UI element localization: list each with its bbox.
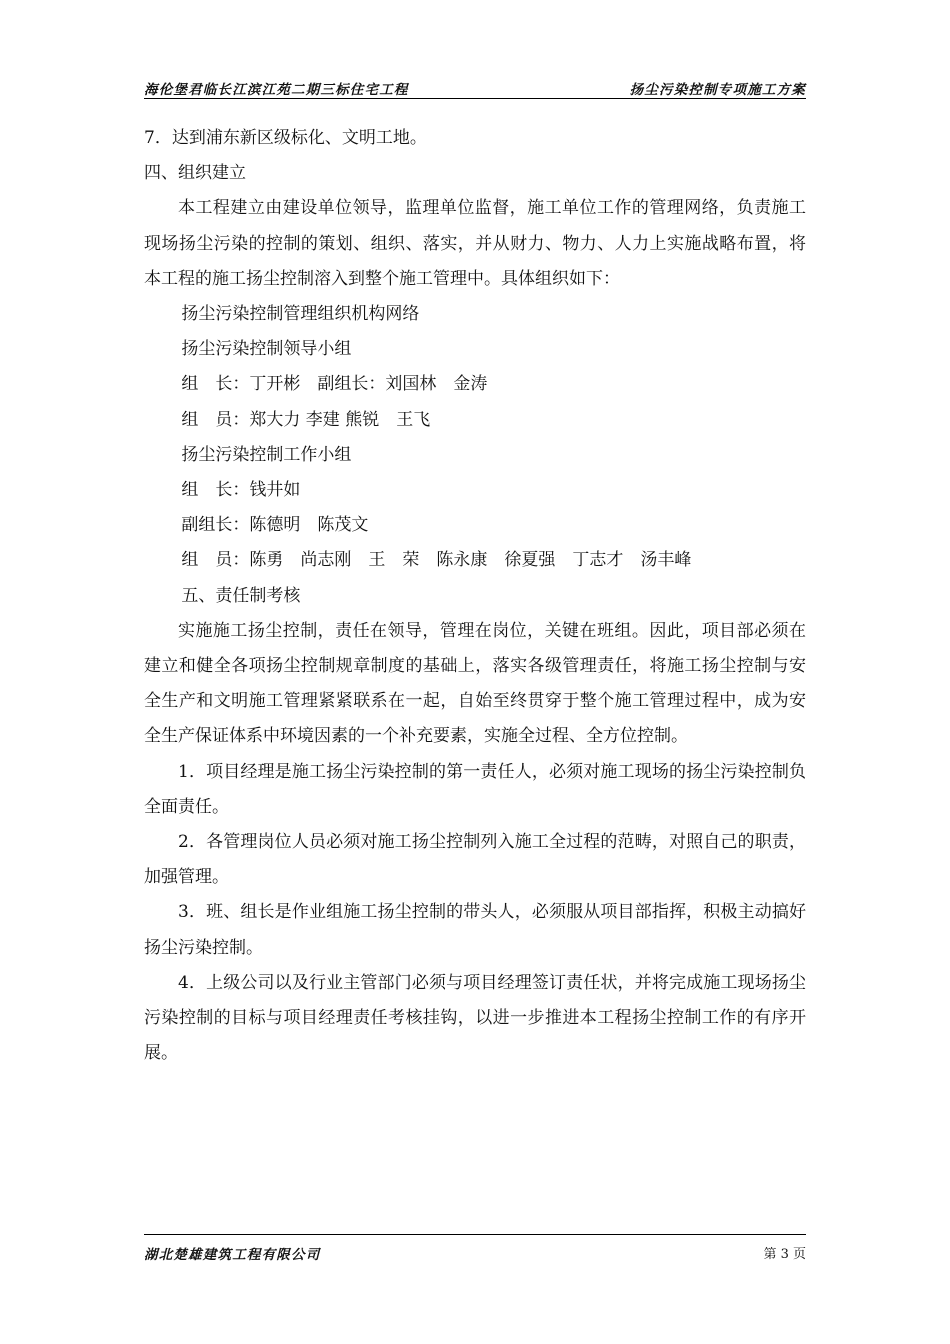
leading-group-leaders <box>144 367 806 402</box>
page-header <box>144 78 806 99</box>
responsibility-item-1: 1．项目经理是施工扬尘污染控制的第一责任人，必须对施工现场的扬尘污染控制负全面责任。 <box>144 761 806 817</box>
wg-deputy-names: 陈德明 陈茂文 <box>249 515 369 536</box>
members-names: 郑大力 李建 熊锐 王飞 <box>249 409 431 430</box>
wg-deputy-label: 副组长： <box>181 515 250 536</box>
members-label: 组 员： <box>181 409 250 430</box>
work-group-title: 扬尘污染控制工作小组 <box>181 444 352 465</box>
section-4-title: 四、组织建立 <box>144 163 246 184</box>
goal-item-7: 7．达到浦东新区级标化、文明工地。 <box>144 128 427 148</box>
section-4-paragraph: 本工程建立由建设单位领导，监理单位监督，施工单位工作的管理网络，负责施工现场扬尘污染的控制的策划、组织、落实，并从财力、物力、人力上实施战略布置，将本工程的施工扬尘控制溶入到整个施工管理中。具体组织如下： <box>144 198 806 289</box>
wg-leader-label: 组 长： <box>181 480 250 501</box>
page-footer <box>144 1234 806 1265</box>
responsibility-item-3: 3．班、组长是作业组施工扬尘控制的带头人，必须服从项目部指挥，积极主动搞好扬尘污染控制。 <box>144 902 806 958</box>
org-network-title: 扬尘污染控制管理组织机构网络 <box>181 304 420 325</box>
header-document-title: 扬尘污染控制专项施工方案 <box>629 82 806 98</box>
page-number: 第 3 页 <box>763 1247 806 1262</box>
leading-group-title: 扬尘污染控制领导小组 <box>181 339 352 360</box>
wg-members-label: 组 员： <box>181 550 250 571</box>
leader-label: 组 长： <box>181 374 250 395</box>
section-5-paragraph: 实施施工扬尘控制，责任在领导，管理在岗位，关键在班组。因此，项目部必须在建立和健全各项扬尘控制规章制度的基础上，落实各级管理责任，将施工扬尘控制与安全生产和文明施工管理紧紧联系在一起，自始至终贯穿于整个施工管理过程中，成为安全生产保证体系中环境因素的一个补充要素，实施全过程、全方位控制。 <box>144 620 806 747</box>
work-group-deputies <box>144 508 806 543</box>
leader-name: 丁开彬 <box>249 374 301 395</box>
section-5-title: 五、责任制考核 <box>181 585 301 606</box>
responsibility-item-4: 4．上级公司以及行业主管部门必须与项目经理签订责任状，并将完成施工现场扬尘污染控制的目标与项目经理责任考核挂钩，以进一步推进本工程扬尘控制工作的有序开展。 <box>144 972 806 1064</box>
document-body <box>144 121 806 1071</box>
responsibility-item-2: 2．各管理岗位人员必须对施工扬尘控制列入施工全过程的范畴，对照自己的职责，加强管理。 <box>144 832 806 888</box>
work-group-leader <box>144 473 806 508</box>
footer-company-name: 湖北楚雄建筑工程有限公司 <box>144 1247 321 1263</box>
header-project-title: 海伦堡君临长江滨江苑二期三标住宅工程 <box>144 82 409 98</box>
leading-group-members <box>144 403 806 438</box>
deputy-label: 副组长： <box>317 374 386 395</box>
work-group-members <box>144 543 806 578</box>
wg-members-names: 陈勇 尚志刚 王 荣 陈永康 徐夏强 丁志才 汤丰峰 <box>249 550 692 571</box>
deputy-names: 刘国林 金涛 <box>385 374 488 395</box>
wg-leader-name: 钱井如 <box>249 480 301 501</box>
